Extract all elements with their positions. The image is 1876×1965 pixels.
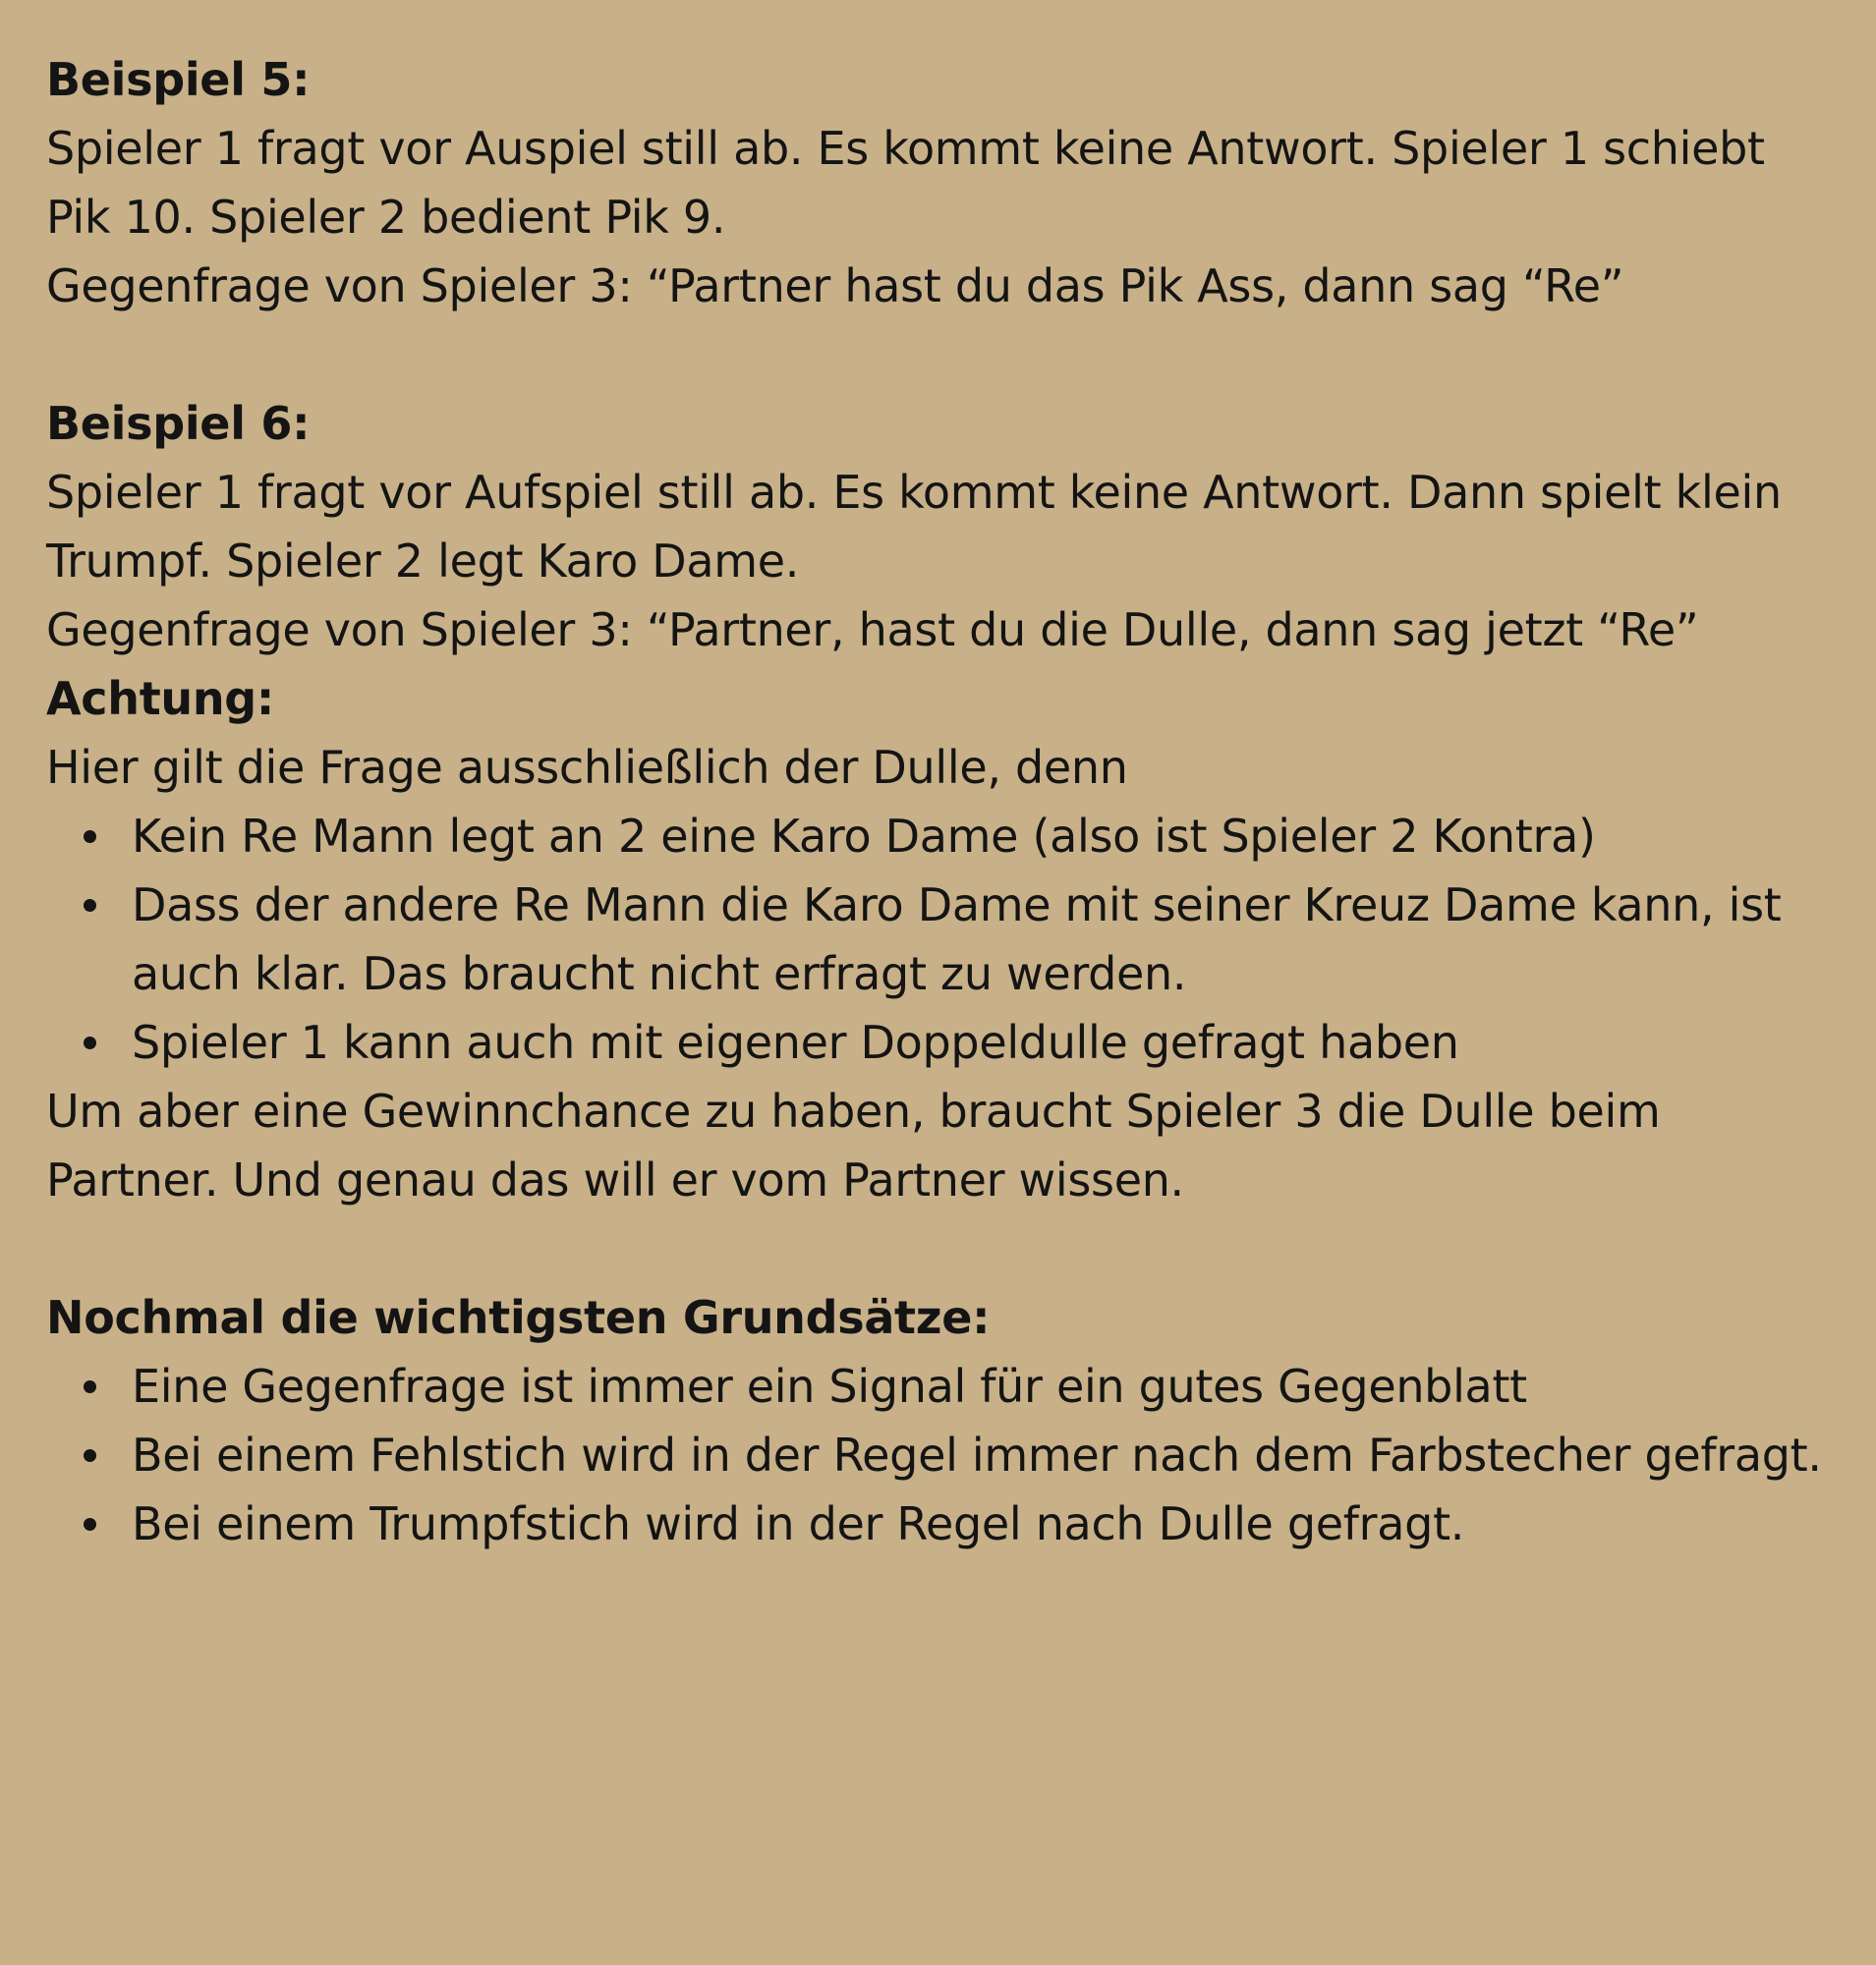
text-line: Um aber eine Gewinnchance zu haben, braucht Spieler 3 die Dulle beim Partner. Und genau das will er vom Partner wissen.	[46, 1085, 1661, 1207]
list-item: Bei einem Trumpfstich wird in der Regel nach Dulle gefragt.	[132, 1489, 1837, 1558]
text-line: Spieler 1 fragt vor Aufspiel still ab. Es kommt keine Antwort. Dann spielt klein Trumpf. Spieler 2 legt Karo Dame.	[46, 466, 1782, 588]
list-item: Bei einem Fehlstich wird in der Regel immer nach dem Farbstecher gefragt.	[132, 1421, 1837, 1489]
list-item: Dass der andere Re Mann die Karo Dame mit seiner Kreuz Dame kann, ist auch klar. Das braucht nicht erfragt zu werden.	[132, 870, 1837, 1008]
bullet-list	[46, 1352, 1837, 1558]
text-line: Spieler 1 fragt vor Auspiel still ab. Es kommt keine Antwort. Spieler 1 schiebt Pik 10. Spieler 2 bedient Pik 9.	[46, 122, 1765, 244]
text-line: Gegenfrage von Spieler 3: “Partner, hast du die Dulle, dann sag jetzt “Re”	[46, 603, 1699, 656]
text-line: Gegenfrage von Spieler 3: “Partner hast du das Pik Ass, dann sag “Re”	[46, 259, 1624, 312]
heading-beispiel-5: Beispiel 5:	[46, 53, 311, 106]
section-beispiel-5	[46, 45, 1837, 320]
heading-beispiel-6: Beispiel 6:	[46, 397, 311, 450]
heading-achtung: Achtung:	[46, 672, 275, 725]
text-line: Hier gilt die Frage ausschließlich der Dulle, denn	[46, 741, 1128, 794]
list-item: Kein Re Mann legt an 2 eine Karo Dame (also ist Spieler 2 Kontra)	[132, 802, 1837, 870]
heading-grundsaetze: Nochmal die wichtigsten Grundsätze:	[46, 1291, 991, 1344]
list-item: Spieler 1 kann auch mit eigener Doppeldulle gefragt haben	[132, 1008, 1837, 1077]
list-item: Eine Gegenfrage ist immer ein Signal für ein gutes Gegenblatt	[132, 1352, 1837, 1421]
section-beispiel-6	[46, 389, 1837, 1214]
bullet-list	[46, 802, 1837, 1077]
section-grundsaetze	[46, 1283, 1837, 1558]
